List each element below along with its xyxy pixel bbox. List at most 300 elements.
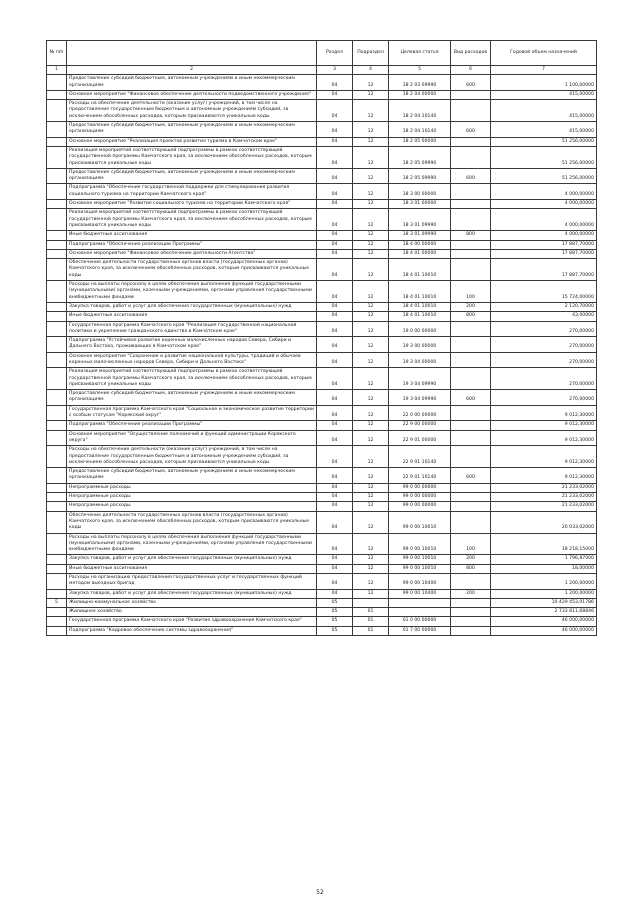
table-row	[47, 240, 597, 249]
table-row	[47, 302, 597, 311]
row-number	[47, 574, 67, 590]
row-vid-rashodov	[451, 446, 491, 468]
row-vid-rashodov	[451, 321, 491, 337]
row-podrazdel: 12	[353, 511, 389, 533]
row-amount: 270,00000	[491, 321, 597, 337]
row-name: Основное мероприятие "Сохранение и развитие национальной культуры, традиций и обычаев коренных малочисленных народов Севера, Сибири и Дальнего Востока"	[67, 352, 317, 368]
row-vid-rashodov: 600	[451, 390, 491, 406]
row-number	[47, 589, 67, 598]
row-number	[47, 555, 67, 564]
row-razdel: 04	[317, 281, 353, 303]
row-celevaya-statya: 99 0 00 10010	[389, 511, 451, 533]
row-number	[47, 231, 67, 240]
row-number	[47, 421, 67, 430]
row-celevaya-statya: 18 2 05 00000	[389, 137, 451, 146]
row-name: Закупка товаров, работ и услуг для обеспечения государственных (муниципальных) нужд	[67, 589, 317, 598]
row-razdel: 04	[317, 312, 353, 321]
row-number	[47, 281, 67, 303]
table-row	[47, 352, 597, 368]
row-celevaya-statya: 22 0 00 00000	[389, 405, 451, 421]
table-row	[47, 564, 597, 573]
row-razdel: 05	[317, 598, 353, 607]
row-celevaya-statya: 99 0 00 10010	[389, 533, 451, 555]
row-celevaya-statya: 18 4 01 10010	[389, 302, 451, 311]
row-razdel: 04	[317, 352, 353, 368]
row-number	[47, 352, 67, 368]
row-podrazdel	[353, 598, 389, 607]
row-razdel: 04	[317, 446, 353, 468]
row-name: Расходы на выплаты персоналу в целях обеспечения выполнения функций государственными (муниципальными) органами, казенными учреждениями, органами управления государственными внебюджетными фондами	[67, 533, 317, 555]
row-razdel: 04	[317, 574, 353, 590]
row-vid-rashodov: 800	[451, 312, 491, 321]
column-index: 2	[67, 66, 317, 75]
row-podrazdel: 12	[353, 430, 389, 446]
row-podrazdel: 12	[353, 259, 389, 281]
row-number	[47, 368, 67, 390]
row-amount: 51 256,00000	[491, 137, 597, 146]
row-number	[47, 502, 67, 511]
row-name: Непрограммные расходы	[67, 483, 317, 492]
row-razdel: 04	[317, 321, 353, 337]
row-amount: 17 887,70000	[491, 249, 597, 258]
table-row	[47, 122, 597, 138]
row-name: Государственная программа Камчатского края "Развитие здравоохранения Камчатского края"	[67, 617, 317, 626]
row-amount: 270,00000	[491, 337, 597, 353]
row-celevaya-statya: 99 0 00 10010	[389, 555, 451, 564]
row-podrazdel: 12	[353, 446, 389, 468]
row-amount: 415,00000	[491, 122, 597, 138]
row-celevaya-statya: 18 4 01 00000	[389, 249, 451, 258]
table-row	[47, 321, 597, 337]
row-razdel: 04	[317, 421, 353, 430]
row-amount: 46 000,00000	[491, 626, 597, 635]
row-celevaya-statya: 22 9 01 10140	[389, 446, 451, 468]
row-name: Расходы на выплаты персоналу в целях обеспечения выполнения функций государственными (муниципальными) органами, казенными учреждениями, органами управления государственными внебюджетными фондами	[67, 281, 317, 303]
table-row	[47, 249, 597, 258]
column-index: 3	[317, 66, 353, 75]
header-podrazdel: Подраздел	[353, 41, 389, 66]
row-name: Иные бюджетные ассигнования	[67, 564, 317, 573]
row-number	[47, 533, 67, 555]
column-index: 5	[389, 66, 451, 75]
table-row	[47, 430, 597, 446]
row-celevaya-statya: 18 2 04 00000	[389, 90, 451, 99]
row-name: Расходы на организацию предоставления государственных услуг и государственных функций методом выездных бригад	[67, 574, 317, 590]
row-podrazdel: 12	[353, 405, 389, 421]
row-name: Предоставление субсидий бюджетным, автономным учреждениям и иным некоммерческим организациям	[67, 468, 317, 484]
row-number	[47, 626, 67, 635]
row-vid-rashodov	[451, 249, 491, 258]
row-amount: 2 120,70000	[491, 302, 597, 311]
row-amount: 18,00000	[491, 564, 597, 573]
row-razdel: 04	[317, 502, 353, 511]
row-razdel: 04	[317, 259, 353, 281]
table-row	[47, 281, 597, 303]
row-number	[47, 75, 67, 91]
row-podrazdel: 12	[353, 421, 389, 430]
row-vid-rashodov: 800	[451, 564, 491, 573]
table-row	[47, 555, 597, 564]
row-celevaya-statya: 18 2 04 10140	[389, 100, 451, 122]
row-razdel: 04	[317, 200, 353, 209]
row-celevaya-statya: 18 2 05 09990	[389, 168, 451, 184]
row-name: Подпрограмма "Кадровое обеспечение системы здравоохранения"	[67, 626, 317, 635]
row-razdel: 04	[317, 75, 353, 91]
row-vid-rashodov: 600	[451, 122, 491, 138]
row-celevaya-statya: 19 0 00 00000	[389, 321, 451, 337]
row-celevaya-statya: 19 3 04 09990	[389, 390, 451, 406]
row-name: Предоставление субсидий бюджетным, автономным учреждениям и иным некоммерческим организациям	[67, 122, 317, 138]
row-amount: 1 200,00000	[491, 589, 597, 598]
row-name: Реализация мероприятий соответствующей подпрограммы в рамках соответствующей государственной программы Камчатского края, за исключением обособленных расходов, которым присваиваются уникальные коды	[67, 146, 317, 168]
table-row	[47, 75, 597, 91]
row-number	[47, 493, 67, 502]
row-vid-rashodov: 200	[451, 589, 491, 598]
row-amount: 21 233,02000	[491, 483, 597, 492]
table-row	[47, 368, 597, 390]
row-name: Непрограммные расходы	[67, 502, 317, 511]
table-row	[47, 617, 597, 626]
row-podrazdel: 12	[353, 368, 389, 390]
row-number	[47, 337, 67, 353]
row-vid-rashodov	[451, 184, 491, 200]
table-row	[47, 337, 597, 353]
row-vid-rashodov: 100	[451, 533, 491, 555]
row-vid-rashodov	[451, 502, 491, 511]
row-razdel: 04	[317, 483, 353, 492]
column-index: 1	[47, 66, 67, 75]
row-number	[47, 249, 67, 258]
row-vid-rashodov: 100	[451, 281, 491, 303]
row-number	[47, 146, 67, 168]
row-name: Обеспечение деятельности государственных органов власти (государственных органов) Камчатского края, за исключением обособленных расходов, которым присваиваются уникальные коды	[67, 259, 317, 281]
row-vid-rashodov	[451, 352, 491, 368]
row-razdel: 04	[317, 137, 353, 146]
row-celevaya-statya: 99 0 00 10400	[389, 589, 451, 598]
row-name: Основное мероприятие "Финансовое обеспечение деятельности Агентства"	[67, 249, 317, 258]
row-amount: 9 012,30000	[491, 468, 597, 484]
row-amount: 46 000,00000	[491, 617, 597, 626]
row-amount: 270,00000	[491, 390, 597, 406]
column-index: 7	[491, 66, 597, 75]
row-number	[47, 100, 67, 122]
row-amount: 9 012,30000	[491, 421, 597, 430]
row-name: Предоставление субсидий бюджетным, автономным учреждениям и иным некоммерческим организациям	[67, 75, 317, 91]
row-amount: 17 887,70000	[491, 240, 597, 249]
table-row	[47, 259, 597, 281]
row-number	[47, 390, 67, 406]
row-name: Непрограммные расходы	[67, 493, 317, 502]
row-name: Основное мероприятие "Развитие социального туризма на территории Камчатского края"	[67, 200, 317, 209]
table-row	[47, 468, 597, 484]
row-amount: 17 887,70000	[491, 259, 597, 281]
row-podrazdel: 12	[353, 137, 389, 146]
row-razdel: 04	[317, 146, 353, 168]
row-name: Расходы на обеспечение деятельности (оказание услуг) учреждений, в том числе на предоставление государственным бюджетным и автономным учреждениям субсидий, за исключением обособленных расходов, которым присваиваются уникальные коды	[67, 446, 317, 468]
row-name: Основное мероприятие "Осуществление полномочий и функций администрации Корякского округа"	[67, 430, 317, 446]
table-row	[47, 589, 597, 598]
row-podrazdel: 12	[353, 589, 389, 598]
row-name: Предоставление субсидий бюджетным, автономным учреждениям и иным некоммерческим организациям	[67, 168, 317, 184]
row-podrazdel: 12	[353, 483, 389, 492]
row-vid-rashodov	[451, 368, 491, 390]
table-row	[47, 483, 597, 492]
row-amount: 4 000,00000	[491, 231, 597, 240]
row-podrazdel: 12	[353, 533, 389, 555]
row-podrazdel: 12	[353, 184, 389, 200]
table-row	[47, 168, 597, 184]
table-row	[47, 100, 597, 122]
row-razdel: 04	[317, 184, 353, 200]
row-celevaya-statya: 99 0 00 00000	[389, 483, 451, 492]
row-vid-rashodov	[451, 259, 491, 281]
header-name	[67, 41, 317, 66]
row-number: 5	[47, 598, 67, 607]
row-number	[47, 468, 67, 484]
row-amount: 1 796,87000	[491, 555, 597, 564]
row-razdel: 04	[317, 468, 353, 484]
row-amount: 20 033,02000	[491, 511, 597, 533]
row-amount: 9 012,30000	[491, 405, 597, 421]
row-number	[47, 564, 67, 573]
row-vid-rashodov	[451, 337, 491, 353]
row-name: Жилищное хозяйство	[67, 608, 317, 617]
row-celevaya-statya: 18 2 04 10140	[389, 122, 451, 138]
row-celevaya-statya: 19 3 00 00000	[389, 337, 451, 353]
table-row	[47, 421, 597, 430]
row-vid-rashodov: 600	[451, 468, 491, 484]
row-podrazdel: 12	[353, 302, 389, 311]
row-amount: 9 012,30000	[491, 430, 597, 446]
row-vid-rashodov	[451, 608, 491, 617]
row-celevaya-statya: 18 4 00 00000	[389, 240, 451, 249]
row-amount: 1 100,00000	[491, 75, 597, 91]
row-celevaya-statya: 19 3 04 00000	[389, 352, 451, 368]
row-vid-rashodov	[451, 493, 491, 502]
row-podrazdel: 12	[353, 249, 389, 258]
row-razdel: 05	[317, 617, 353, 626]
row-razdel: 05	[317, 608, 353, 617]
row-celevaya-statya: 01 7 00 00000	[389, 626, 451, 635]
row-celevaya-statya: 18 4 01 10010	[389, 259, 451, 281]
row-vid-rashodov	[451, 405, 491, 421]
row-vid-rashodov	[451, 598, 491, 607]
row-vid-rashodov	[451, 146, 491, 168]
row-amount: 15 724,00000	[491, 281, 597, 303]
table-row	[47, 137, 597, 146]
table-row	[47, 446, 597, 468]
row-amount: 270,00000	[491, 368, 597, 390]
table-row	[47, 598, 597, 607]
row-celevaya-statya: 18 3 01 09990	[389, 231, 451, 240]
row-name: Обеспечение деятельности государственных органов власти (государственных органов) Камчатского края, за исключением обособленных расходов, которым присваиваются уникальные коды	[67, 511, 317, 533]
page-number: 52	[316, 889, 324, 896]
row-razdel: 04	[317, 168, 353, 184]
row-number	[47, 137, 67, 146]
row-number	[47, 321, 67, 337]
row-vid-rashodov	[451, 200, 491, 209]
row-podrazdel: 12	[353, 281, 389, 303]
row-amount: 51 256,00000	[491, 146, 597, 168]
row-vid-rashodov	[451, 137, 491, 146]
row-amount: 51 256,00000	[491, 168, 597, 184]
row-vid-rashodov: 800	[451, 231, 491, 240]
row-amount: 415,00000	[491, 100, 597, 122]
row-vid-rashodov	[451, 626, 491, 635]
row-name: Иные бюджетные ассигнования	[67, 231, 317, 240]
row-podrazdel: 12	[353, 555, 389, 564]
row-razdel: 04	[317, 430, 353, 446]
row-podrazdel: 12	[353, 502, 389, 511]
row-celevaya-statya: 22 9 00 00000	[389, 421, 451, 430]
row-name: Подпрограмма "Обеспечение реализации Программы"	[67, 240, 317, 249]
row-razdel: 04	[317, 90, 353, 99]
row-number	[47, 608, 67, 617]
row-podrazdel: 12	[353, 231, 389, 240]
row-number	[47, 209, 67, 231]
row-podrazdel: 12	[353, 90, 389, 99]
row-razdel: 04	[317, 564, 353, 573]
row-name: Основное мероприятие "Реализация проектов развития туризма в Камчатском крае"	[67, 137, 317, 146]
row-podrazdel: 12	[353, 200, 389, 209]
table-row	[47, 184, 597, 200]
row-razdel: 04	[317, 368, 353, 390]
row-vid-rashodov	[451, 617, 491, 626]
row-celevaya-statya	[389, 598, 451, 607]
row-amount: 18 218,15000	[491, 533, 597, 555]
table-row	[47, 312, 597, 321]
row-name: Подпрограмма "Обеспечение реализации Программы"	[67, 421, 317, 430]
row-number	[47, 122, 67, 138]
table-row	[47, 626, 597, 635]
row-number	[47, 617, 67, 626]
row-podrazdel: 12	[353, 493, 389, 502]
table-row	[47, 608, 597, 617]
row-vid-rashodov	[451, 90, 491, 99]
header-vid-rashodov: Вид расходов	[451, 41, 491, 66]
row-razdel: 04	[317, 493, 353, 502]
row-razdel: 04	[317, 231, 353, 240]
column-index-row	[47, 66, 597, 75]
row-vid-rashodov	[451, 240, 491, 249]
row-vid-rashodov: 200	[451, 555, 491, 564]
row-podrazdel: 12	[353, 468, 389, 484]
row-number	[47, 90, 67, 99]
header-razdel: Раздел	[317, 41, 353, 66]
row-razdel: 04	[317, 302, 353, 311]
row-name: Расходы на обеспечение деятельности (оказание услуг) учреждений, в том числе на предоставление государственным бюджетным и автономным учреждениям субсидий, за исключением обособленных расходов, которым присваиваются уникальные коды	[67, 100, 317, 122]
table-row	[47, 502, 597, 511]
row-amount: 10 429 453,01786	[491, 598, 597, 607]
row-name: Реализация мероприятий соответствующей подпрограммы в рамках соответствующей государственной программы Камчатского края, за исключением обособленных расходов, которым присваиваются уникальные коды	[67, 209, 317, 231]
row-number	[47, 302, 67, 311]
row-vid-rashodov	[451, 100, 491, 122]
row-razdel: 04	[317, 337, 353, 353]
row-number	[47, 483, 67, 492]
row-name: Реализация мероприятий соответствующей подпрограммы в рамках соответствующей государственной программы Камчатского края, за исключением обособленных расходов, которым присваиваются уникальные коды	[67, 368, 317, 390]
row-number	[47, 405, 67, 421]
row-name: Закупка товаров, работ и услуг для обеспечения государственных (муниципальных) нужд	[67, 302, 317, 311]
row-vid-rashodov	[451, 430, 491, 446]
row-name: Подпрограмма "Обеспечение государственной поддержки для стимулирования развития социального туризма на территории Камчатского края"	[67, 184, 317, 200]
row-podrazdel: 12	[353, 209, 389, 231]
row-razdel: 04	[317, 555, 353, 564]
row-vid-rashodov	[451, 574, 491, 590]
row-razdel: 04	[317, 240, 353, 249]
row-amount: 4 000,00000	[491, 209, 597, 231]
row-number	[47, 240, 67, 249]
row-podrazdel: 12	[353, 240, 389, 249]
row-razdel: 04	[317, 405, 353, 421]
row-name: Иные бюджетные ассигнования	[67, 312, 317, 321]
row-number	[47, 511, 67, 533]
row-celevaya-statya: 18 3 00 00000	[389, 184, 451, 200]
row-amount: 9 012,30000	[491, 446, 597, 468]
row-razdel: 04	[317, 390, 353, 406]
row-celevaya-statya	[389, 608, 451, 617]
row-razdel: 04	[317, 209, 353, 231]
row-celevaya-statya: 99 0 00 10400	[389, 574, 451, 590]
row-vid-rashodov	[451, 511, 491, 533]
row-vid-rashodov: 200	[451, 302, 491, 311]
row-amount: 2 733 811,68846	[491, 608, 597, 617]
row-vid-rashodov: 600	[451, 75, 491, 91]
table-row	[47, 533, 597, 555]
row-number	[47, 168, 67, 184]
row-podrazdel: 12	[353, 564, 389, 573]
row-amount: 4 000,00000	[491, 200, 597, 209]
row-name: Предоставление субсидий бюджетным, автономным учреждениям и иным некоммерческим организациям	[67, 390, 317, 406]
row-name: Закупка товаров, работ и услуг для обеспечения государственных (муниципальных) нужд	[67, 555, 317, 564]
row-podrazdel: 12	[353, 100, 389, 122]
row-razdel: 04	[317, 100, 353, 122]
row-podrazdel: 01	[353, 626, 389, 635]
row-celevaya-statya: 18 2 03 09990	[389, 75, 451, 91]
row-name: Жилищно-коммунальное хозяйство	[67, 598, 317, 607]
row-amount: 270,00000	[491, 352, 597, 368]
table-row	[47, 493, 597, 502]
row-razdel: 04	[317, 511, 353, 533]
row-celevaya-statya: 18 4 01 10010	[389, 312, 451, 321]
budget-table	[46, 40, 597, 636]
column-index: 4	[353, 66, 389, 75]
table-row	[47, 146, 597, 168]
table-row	[47, 574, 597, 590]
row-podrazdel: 12	[353, 146, 389, 168]
row-podrazdel: 01	[353, 617, 389, 626]
row-celevaya-statya: 22 9 01 10140	[389, 468, 451, 484]
table-row	[47, 405, 597, 421]
row-number	[47, 200, 67, 209]
row-celevaya-statya: 99 0 00 10010	[389, 564, 451, 573]
row-celevaya-statya: 18 3 01 00000	[389, 200, 451, 209]
row-name: Основное мероприятие "Финансовое обеспечение деятельности подведомственного учреждения"	[67, 90, 317, 99]
row-number	[47, 430, 67, 446]
row-podrazdel: 12	[353, 75, 389, 91]
row-amount: 43,00000	[491, 312, 597, 321]
row-number	[47, 312, 67, 321]
row-celevaya-statya: 22 9 01 00000	[389, 430, 451, 446]
table-row	[47, 511, 597, 533]
row-podrazdel: 12	[353, 390, 389, 406]
row-vid-rashodov	[451, 421, 491, 430]
row-podrazdel: 12	[353, 321, 389, 337]
column-index: 6	[451, 66, 491, 75]
row-name: Государственная программа Камчатского края "Социальное и экономическое развитие территории с особым статусом "Корякский округ"	[67, 405, 317, 421]
row-celevaya-statya: 18 3 01 09990	[389, 209, 451, 231]
header-celevaya-statya: Целевая статья	[389, 41, 451, 66]
table-row	[47, 209, 597, 231]
